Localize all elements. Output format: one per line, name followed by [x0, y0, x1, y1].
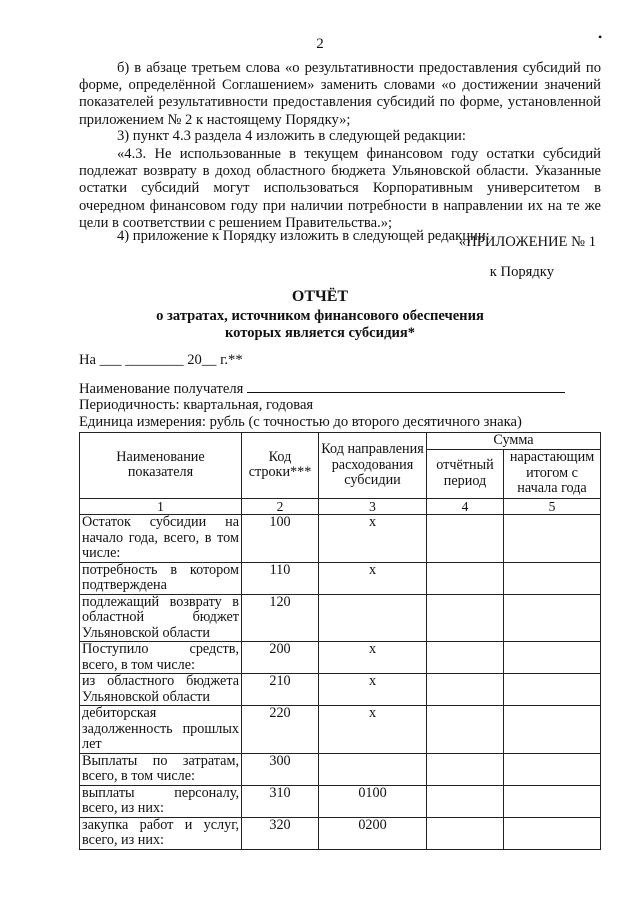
header-period: отчётный период: [427, 449, 504, 498]
row-cumulative-value: [504, 674, 601, 706]
table-row: [80, 674, 601, 706]
table-row: [80, 753, 601, 785]
report-subtitle-line-1: о затратах, источником финансового обеспечения: [156, 308, 484, 324]
row-name: дебиторская задолженность прошлых лет: [80, 706, 242, 754]
header-name: Наименование показателя: [80, 433, 242, 499]
column-number: 1: [80, 498, 242, 515]
header-code: Код строки***: [242, 433, 319, 499]
recipient-blank-line: [247, 380, 565, 393]
report-subtitle-line-2: которых является субсидия*: [224, 325, 416, 341]
report-subtitle: [0, 308, 640, 342]
row-period-value: [427, 642, 504, 674]
row-code: 100: [242, 515, 319, 563]
row-direction: [319, 753, 427, 785]
row-cumulative-value: [504, 785, 601, 817]
row-cumulative-value: [504, 706, 601, 754]
row-code: 220: [242, 706, 319, 754]
row-cumulative-value: [504, 594, 601, 642]
row-cumulative-value: [504, 642, 601, 674]
report-date-line: На ___ ________ 20__ г.**: [79, 352, 243, 368]
header-direction: Код направления расходования субсидии: [319, 433, 427, 499]
recipient-label: Наименование получателя: [79, 381, 244, 397]
table-header-row: [80, 433, 601, 450]
table-row: [80, 642, 601, 674]
row-code: 120: [242, 594, 319, 642]
report-table: [79, 432, 601, 850]
row-direction: [319, 594, 427, 642]
row-period-value: [427, 674, 504, 706]
column-number-row: [80, 498, 601, 515]
row-name: Поступило средств, всего, в том числе:: [80, 642, 242, 674]
table-row: [80, 594, 601, 642]
paragraph-clause-4-3: «4.3. Не использованные в текущем финансовом году остатки субсидий подлежат возврату в доход областного бюджета Ульяновской области. Указанные остатки субсидий могут использоваться Корпоративным университетом в очередном финансовом году при наличии потребности в направлении их на те же цели в соответствии с решением Правительства.»;: [79, 146, 601, 231]
paragraph-item-4: 4) приложение к Порядку изложить в следующей редакции:: [117, 228, 490, 244]
row-period-value: [427, 515, 504, 563]
row-direction: x: [319, 515, 427, 563]
table-row: [80, 515, 601, 563]
row-cumulative-value: [504, 817, 601, 849]
column-number: 2: [242, 498, 319, 515]
row-code: 320: [242, 817, 319, 849]
row-code: 310: [242, 785, 319, 817]
row-code: 210: [242, 674, 319, 706]
row-name: Выплаты по затратам, всего, в том числе:: [80, 753, 242, 785]
report-title: ОТЧЁТ: [291, 288, 349, 305]
header-cumulative: нарастающим итогом с начала года: [504, 449, 601, 498]
row-name: потребность в котором подтверждена: [80, 562, 242, 594]
paragraph-item-3: 3) пункт 4.3 раздела 4 изложить в следующей редакции:: [117, 128, 466, 144]
paragraph-amendment-b: б) в абзаце третьем слова «о результативности предоставления субсидий по форме, определённой Соглашением» заменить словами «о достижении значений показателей результативности предоставления субсидий по форме, установленной приложением № 2 к настоящему Порядку»;: [79, 60, 601, 128]
column-number: 5: [504, 498, 601, 515]
row-period-value: [427, 753, 504, 785]
row-direction: 0200: [319, 817, 427, 849]
table-row: [80, 817, 601, 849]
row-period-value: [427, 817, 504, 849]
row-code: 110: [242, 562, 319, 594]
appendix-to-order: к Порядку: [489, 264, 554, 280]
row-code: 300: [242, 753, 319, 785]
column-number: 4: [427, 498, 504, 515]
row-cumulative-value: [504, 515, 601, 563]
scan-mark-dot: •: [598, 30, 603, 44]
row-name: подлежащий возврату в областной бюджет Ульяновской области: [80, 594, 242, 642]
row-period-value: [427, 562, 504, 594]
column-number: 3: [319, 498, 427, 515]
unit-line: Единица измерения: рубль (с точностью до второго десятичного знака): [79, 414, 522, 430]
row-cumulative-value: [504, 753, 601, 785]
row-name: из областного бюджета Ульяновской области: [80, 674, 242, 706]
row-name: выплаты персоналу, всего, из них:: [80, 785, 242, 817]
row-cumulative-value: [504, 562, 601, 594]
recipient-line: [79, 380, 565, 398]
row-period-value: [427, 706, 504, 754]
row-name: Остаток субсидии на начало года, всего, в том числе:: [80, 515, 242, 563]
table-row: [80, 562, 601, 594]
table-row: [80, 785, 601, 817]
header-sum: Сумма: [427, 433, 601, 450]
table-row: [80, 706, 601, 754]
periodicity-line: Периодичность: квартальная, годовая: [79, 397, 314, 413]
row-code: 200: [242, 642, 319, 674]
row-direction: x: [319, 706, 427, 754]
row-name: закупка работ и услуг, всего, из них:: [80, 817, 242, 849]
row-direction: x: [319, 562, 427, 594]
row-direction: x: [319, 642, 427, 674]
row-direction: 0100: [319, 785, 427, 817]
appendix-label: «ПРИЛОЖЕНИЕ № 1: [458, 234, 596, 250]
page-number: 2: [316, 36, 324, 52]
row-period-value: [427, 594, 504, 642]
row-period-value: [427, 785, 504, 817]
row-direction: x: [319, 674, 427, 706]
